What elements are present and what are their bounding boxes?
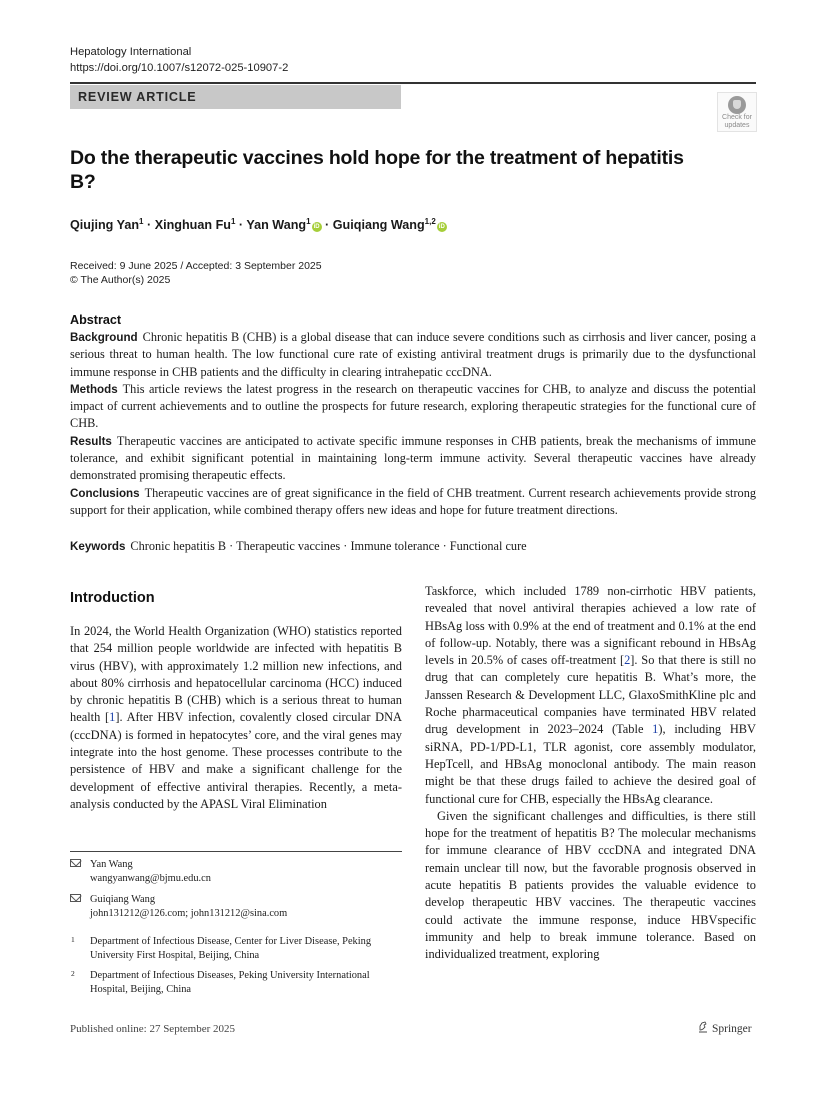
check-for-updates-button[interactable] — [717, 92, 757, 132]
orcid-icon[interactable]: iD — [438, 224, 445, 230]
journal-name: Hepatology International — [70, 46, 192, 58]
affiliation-text: Department of Infectious Disease, Center for Liver Disease, Peking University First Hospital, Beijing, China — [90, 936, 372, 961]
affiliation — [70, 969, 402, 996]
citation-link[interactable]: 2 — [624, 653, 631, 668]
body-column-right — [425, 583, 756, 964]
article-type-label: REVIEW ARTICLE — [78, 90, 197, 104]
envelope-icon — [70, 894, 81, 902]
table-link[interactable]: 1 — [652, 722, 659, 737]
author[interactable]: Guiqiang Wang$^{1,2}$ — [332, 217, 436, 232]
abstract-heading: Abstract — [70, 313, 122, 327]
publisher-name: Springer — [712, 1023, 752, 1035]
published-online: Published online: 27 September 2025 — [70, 1023, 235, 1035]
envelope-icon — [70, 859, 81, 867]
affiliation-text: Department of Infectious Diseases, Peking University International Hospital, Beijing, China — [90, 970, 370, 995]
abstract-results: Results Therapeutic vaccines are anticipated to activate specific immune responses in CHB patients, break the mechanisms of immune tolerance, and exhibit significant potential in maintaining long-term immune activity. Several therapeutic vaccines have already demonstrated promising therapeutic effects. — [70, 433, 756, 483]
footnote-rule — [70, 851, 402, 852]
journal-header — [70, 44, 288, 76]
abstract — [70, 312, 756, 519]
author-list: Qiujing Yan$^1$ · Xinghuan $Fu^1$ · Yan Wang$^1$iD · Guiqiang Wang$^{1,2}$iD — [70, 217, 445, 232]
keywords-list: Chronic hepatitis B · Therapeutic vaccines · Immune tolerance · Functional cure — [130, 539, 527, 553]
copyright: © The Author(s) 2025 — [70, 273, 171, 286]
intro-paragraph-1-cont: Taskforce, which included 1789 non-cirrhotic HBV patients, revealed that novel antiviral therapies achieved a low rate of HBsAg loss with 0.9% at the end of treatment and 0.1% at the end of follow-up. Notably, there was a significant rebound in HBsAg levels in 20.5% of cases off-treatment [2]. So that there is still no drug that can completely cure hepatitis B. What’s more, the Janssen Research & Development LLC, GlaxoSmithKline plc and Roche pharmaceutical companies have terminated HBV related drug development in 2023–2024 (Table 1), including HBV siRNA, PD-1/PD-L1, TLR agonist, core assembly modulator, HepTcell, and HBsAg monoclonal antibody. The main reason might be that these drugs failed to achieve the desired goal of functional cure for CHB, especially the HBsAg clearance. — [425, 584, 756, 806]
affiliation — [70, 935, 402, 962]
author[interactable]: Xinghuan Fu$^1$ — [154, 217, 236, 232]
corresponding-email[interactable]: wangyanwang@bjmu.edu.cn — [90, 872, 211, 884]
keywords-label: Keywords — [70, 540, 126, 553]
publisher-logo — [698, 1021, 752, 1035]
header-rule — [70, 82, 756, 84]
intro-paragraph-1: In 2024, the World Health Organization (WHO) statistics reported that 254 million people worldwide are infected with hepatitis B virus (HBV), with approximately 1.2 million new infections, and about 80% cirrhosis and hepatocellular carcinoma (HCC) induced by chronic hepatitis B (CHB) which is a serious threat to human health [1]. After HBV infection, covalently closed circular DNA (cccDNA) is formed in hepatocytes’ core, and the viral genes may integrate into the host genome. These processes contribute to the persistence of HBV and make a significant challenge for the development of effective antiviral therapies. Recently, a meta-analysis conducted by the APASL Viral Elimination — [70, 624, 402, 811]
received-accepted: Received: 9 June 2025 / Accepted: 3 September 2025 — [70, 260, 322, 272]
article-title: Do the therapeutic vaccines hold hope for the treatment of hepatitis B? — [70, 147, 684, 193]
section-heading-introduction: Introduction — [70, 590, 155, 606]
article-dates — [70, 260, 322, 287]
citation-link[interactable]: 1 — [109, 710, 116, 725]
orcid-icon[interactable]: iD — [313, 224, 320, 230]
intro-paragraph-2: Given the significant challenges and difficulties, is there still hope for the treatment of hepatitis B? The molecular mechanisms for immune clearance of HBV cccDNA and integrated DNA remain unclear till now, but the favorable prognosis observed in acute hepatitis B patients provides the valuable evidence to develop therapeutic HBV vaccines. The therapeutic vaccines could activate the immune response, induce HBVspecific immunity and help to break immune tolerance. Based on individualized treatment, exploring — [425, 808, 756, 962]
article-type-banner — [70, 85, 401, 109]
doi-link[interactable]: https://doi.org/10.1007/s12072-025-10907-2 — [70, 62, 289, 74]
abstract-background: Background Chronic hepatitis B (CHB) is a global disease that can induce severe conditions such as cirrhosis and liver cancer, posing a serious threat to human health. The low functional cure rate of existing antiviral treatment drugs is primarily due to the dysfunctional immune response in CHB patients and the difficulty in clearing intrahepatic cccDNA. — [70, 330, 756, 379]
keywords — [70, 538, 756, 555]
affiliation-number: 2 — [71, 969, 75, 978]
author[interactable]: Yan Wang$^1$ — [246, 217, 311, 232]
abstract-methods: Methods This article reviews the latest progress in the research on therapeutic vaccines for CHB, to analyze and discuss the potential impact of current achievements and to outline the prospects for future research, exploring therapeutic strategies for the functional cure of CHB. — [70, 381, 756, 431]
body-column-left — [70, 588, 402, 813]
check-for-updates-label: Check for updates — [722, 114, 752, 129]
affiliation-number: 1 — [71, 935, 75, 944]
corresponding-author — [70, 858, 402, 885]
corresponding-author — [70, 893, 402, 920]
springer-horse-icon — [698, 1021, 708, 1033]
author[interactable]: Qiujing Yan$^1$ — [70, 217, 144, 232]
corresponding-email[interactable]: john131212@126.com; john131212@sina.com — [90, 907, 288, 919]
abstract-conclusions: Conclusions Therapeutic vaccines are of great significance in the field of CHB treatment. Current research achievements provide strong support for their application, while combined therapy offers new ideas and hope for future treatment directions. — [70, 485, 756, 517]
corresponding-name: Yan Wang — [90, 859, 133, 870]
bookmark-icon — [728, 96, 746, 114]
corresponding-name: Guiqiang Wang — [90, 894, 156, 905]
